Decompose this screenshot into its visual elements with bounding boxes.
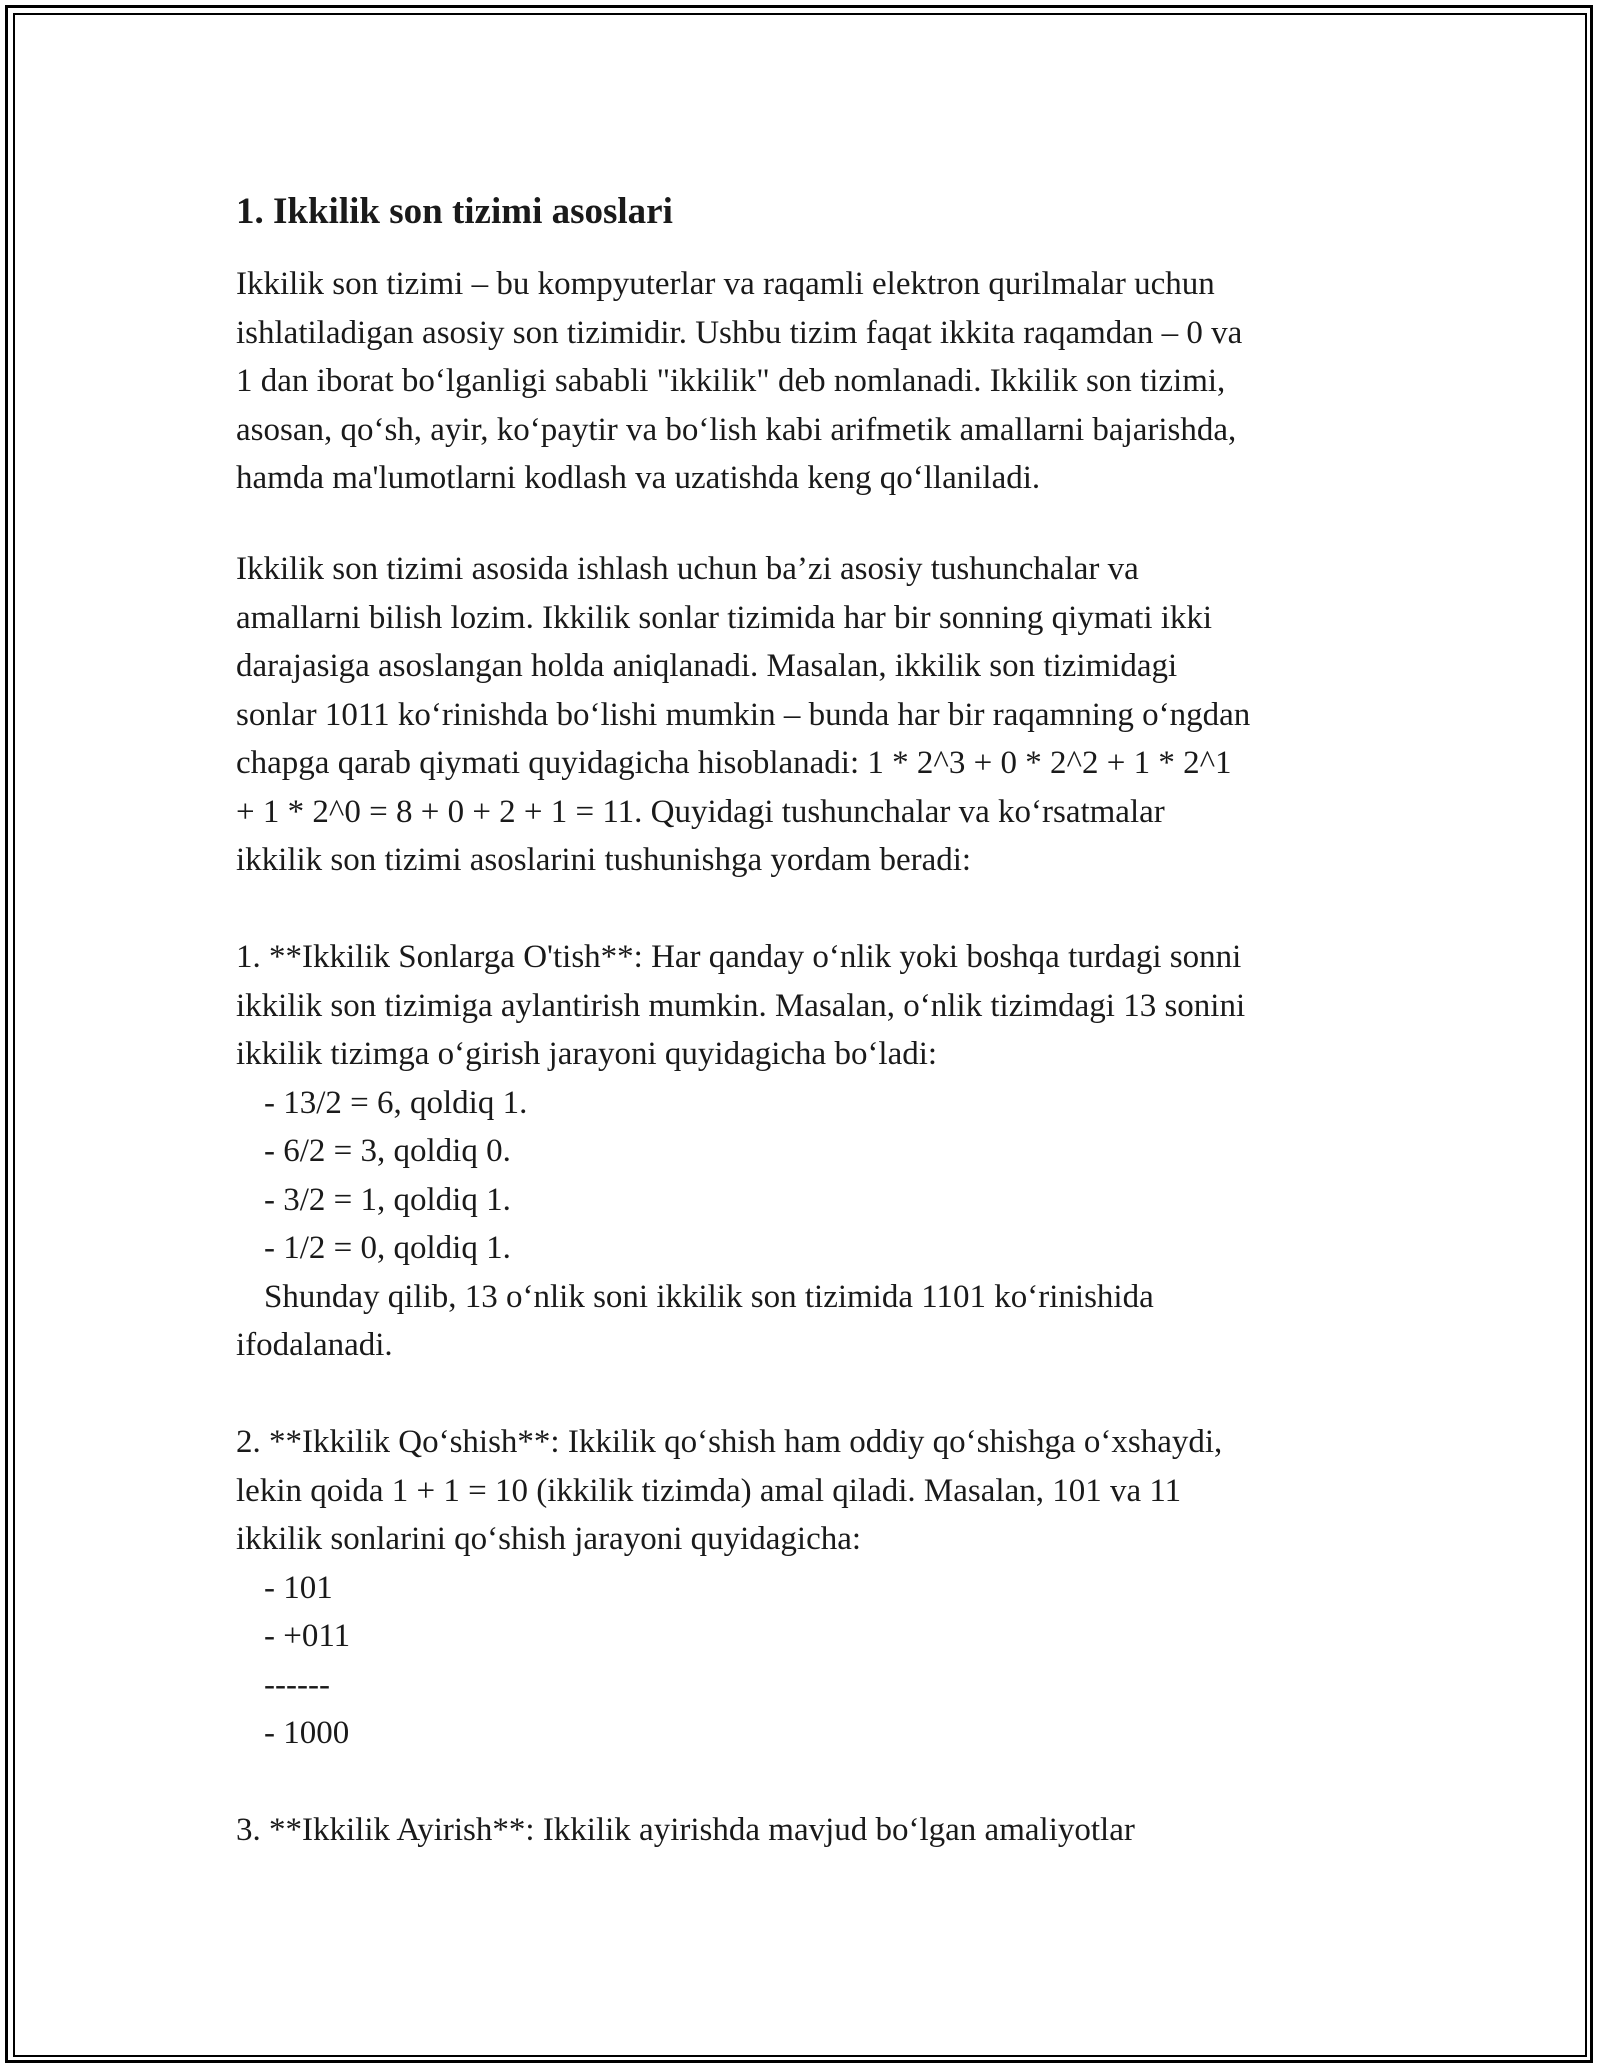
conversion-step: - 6/2 = 3, qoldiq 0.: [264, 1133, 511, 1169]
list-item-subtraction: 3. **Ikkilik Ayirish**: Ikkilik ayirishda mavjud bo‘lgan amaliyotlar: [236, 1812, 1135, 1848]
addition-step: - 101: [264, 1569, 333, 1606]
concepts-paragraph: Ikkilik son tizimi asosida ishlash uchun ba’zi asosiy tushunchalar va amallarni bilish lozim. Ikkilik sonlar tizimida har bir sonning qiymati ikki darajasiga asoslangan holda aniqlanadi. Masalan, ikkilik son tizimidagi sonlar 1011 ko‘rinishda bo‘lishi mumkin – bunda har bir raqamning o‘ngdan chapga qarab qiymati quyidagicha hisoblanadi: 1 * 2^3 + 0 * 2^2 + 1 * 2^1 + 1 * 2^0 = 8 + 0 + 2 + 1 = 11. Quyidagi tushunchalar va ko‘rsatmalar ikkilik son tizimi asoslarini tushunishga yordam beradi:: [236, 551, 1251, 878]
addition-step: - +011: [264, 1618, 351, 1654]
addition-step: - 1000: [264, 1715, 350, 1751]
conversion-conclusion: Shunday qilib, 13 o‘nlik soni ikkilik son tizimida 1101 ko‘rinishida: [264, 1278, 1154, 1315]
document-body: [236, 186, 1376, 1855]
conversion-step: - 1/2 = 0, qoldiq 1.: [264, 1230, 511, 1266]
conversion-conclusion-end: ifodalanadi.: [236, 1327, 393, 1363]
intro-paragraph: Ikkilik son tizimi – bu kompyuterlar va raqamli elektron qurilmalar uchun ishlatiladigan asosiy son tizimidir. Ushbu tizim faqat ikkita raqamdan – 0 va 1 dan iborat bo‘lganligi sababli "ikkilik" deb nomlanadi. Ikkilik son tizimi, asosan, qo‘sh, ayir, ko‘paytir va bo‘lish kabi arifmetik amallarni bajarishda, hamda ma'lumotlarni kodlash va uzatishda keng qo‘llaniladi.: [236, 266, 1243, 496]
blank-line: [236, 1758, 1376, 1807]
addition-separator: ------: [264, 1666, 330, 1703]
list-item-conversion: 1. **Ikkilik Sonlarga O'tish**: Har qanday o‘nlik yoki boshqa turdagi sonni ikkilik son tizimiga aylantirish mumkin. Masalan, o‘nlik tizimdagi 13 sonini ikkilik tizimga o‘girish jarayoni quyidagicha bo‘ladi:: [236, 939, 1246, 1072]
conversion-step: - 3/2 = 1, qoldiq 1.: [264, 1181, 511, 1218]
list-item-addition: 2. **Ikkilik Qo‘shish**: Ikkilik qo‘shish ham oddiy qo‘shishga o‘xshaydi, lekin qoida 1 + 1 = 10 (ikkilik tizimda) amal qiladi. Masalan, 101 va 11 ikkilik sonlarini qo‘shish jarayoni quyidagicha:: [236, 1424, 1223, 1557]
blank-line: [236, 503, 1376, 552]
blank-line: [236, 885, 1376, 934]
conversion-step: - 13/2 = 6, qoldiq 1.: [264, 1084, 528, 1121]
blank-line: [236, 1370, 1376, 1419]
section-heading: 1. Ikkilik son tizimi asoslari: [236, 191, 673, 232]
